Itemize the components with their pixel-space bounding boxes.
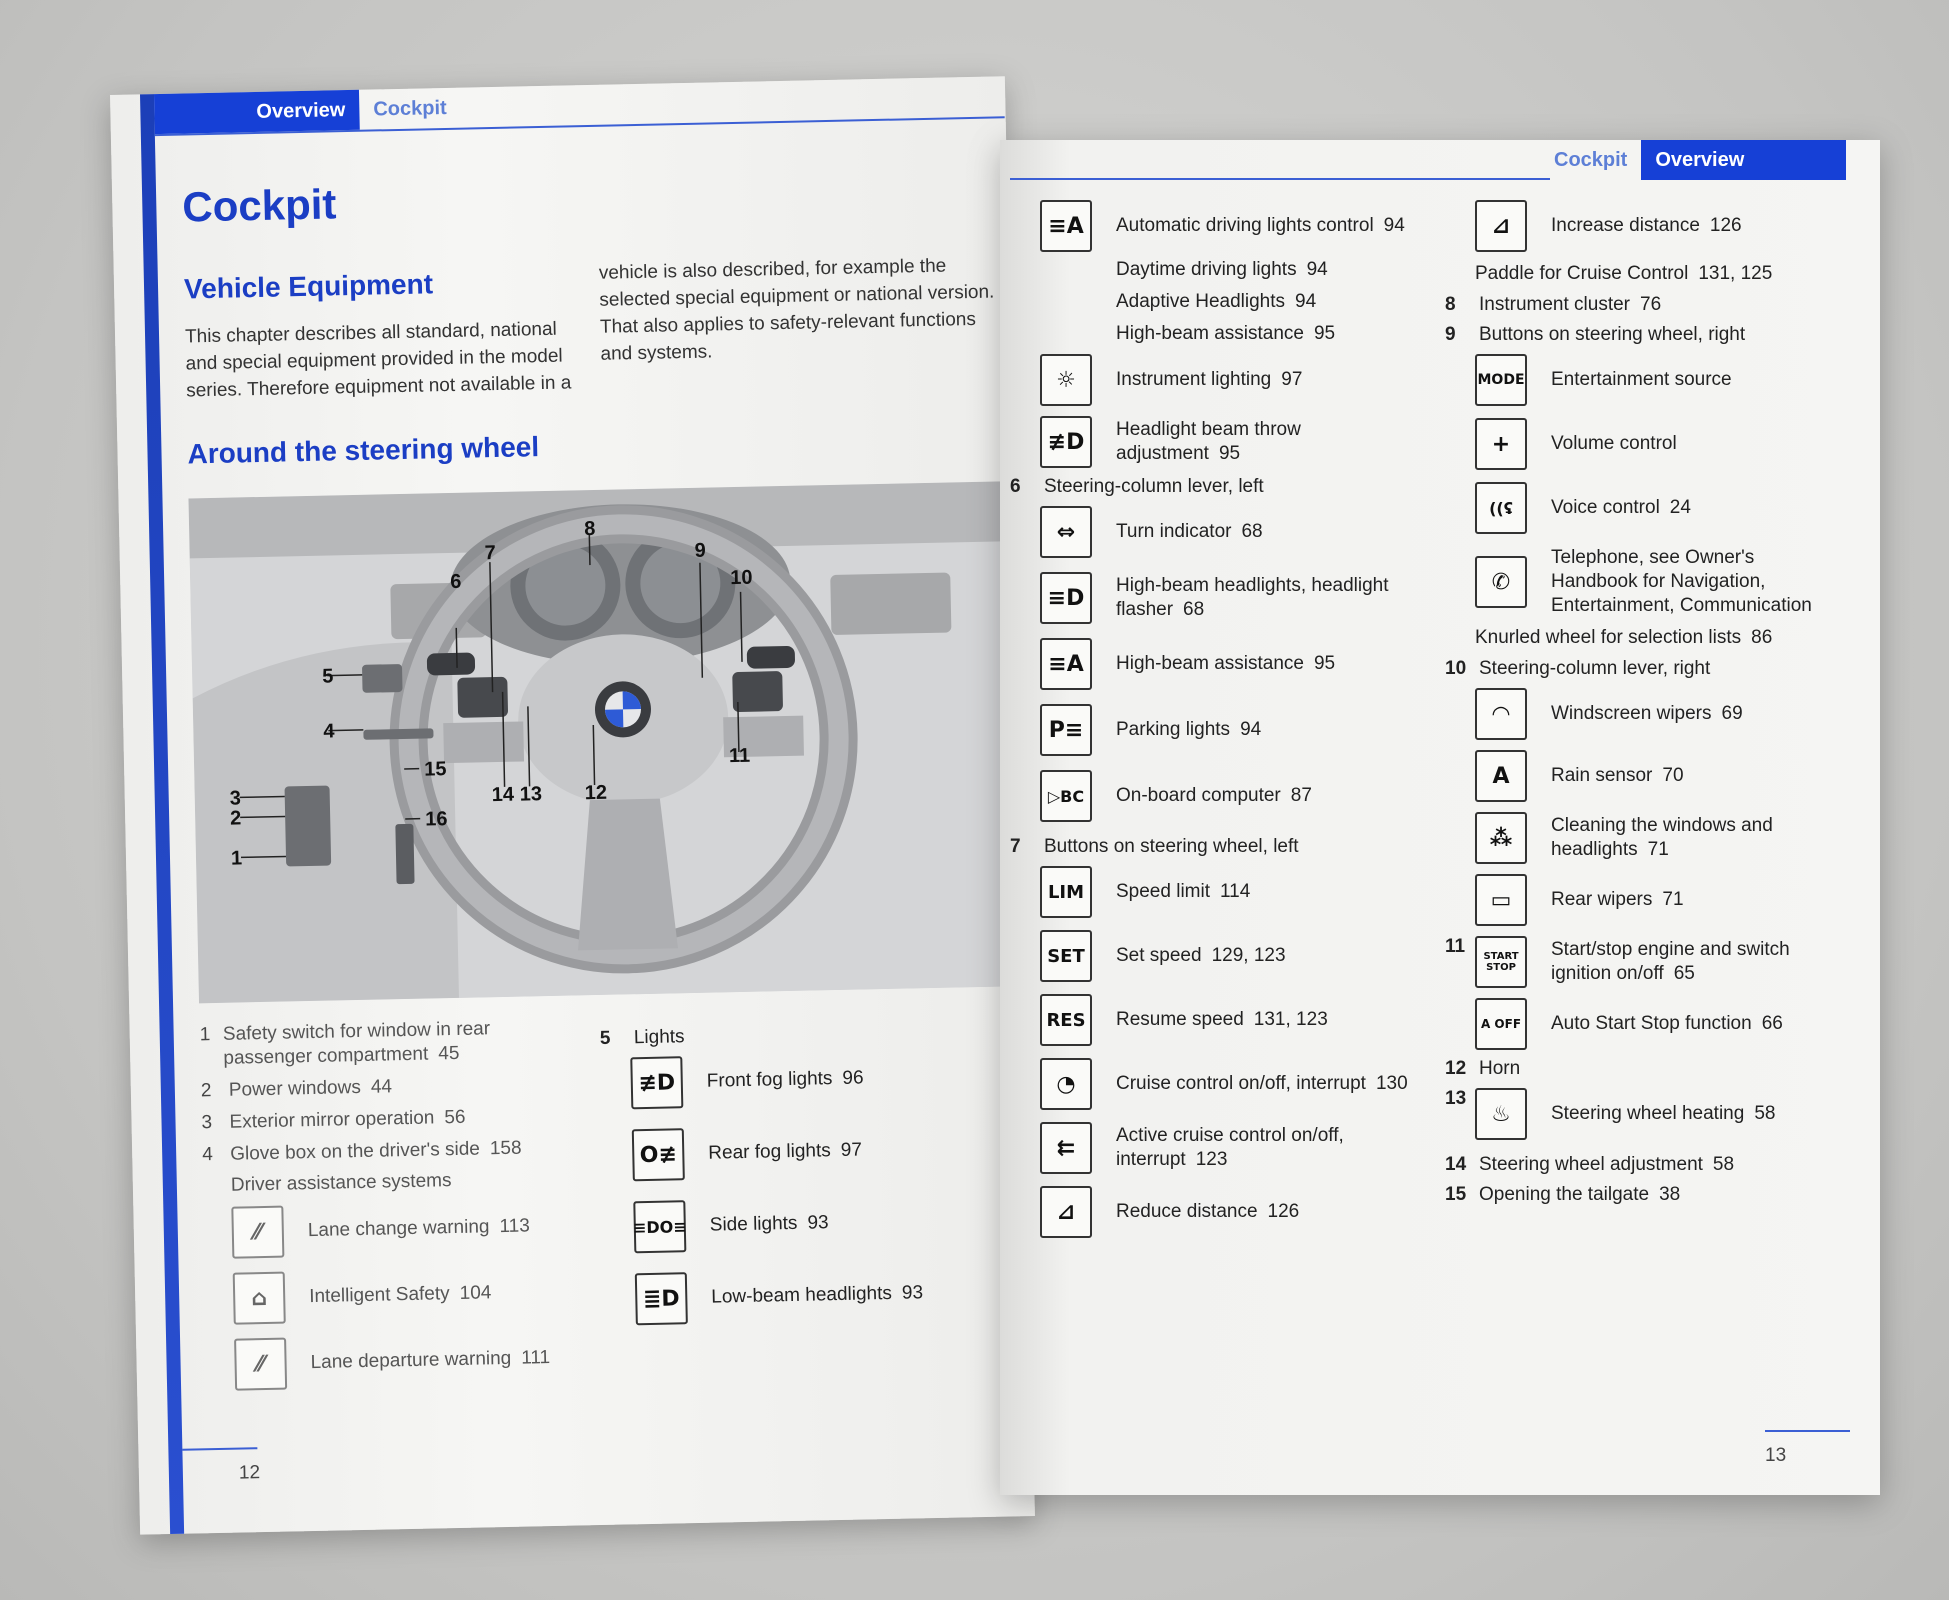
section-label (1479, 1184, 1680, 1206)
callout-14: 14 (491, 783, 515, 807)
item-page: 58 (1712, 1154, 1735, 1175)
item-text: Power windows (228, 1076, 362, 1101)
list-item (1475, 546, 1865, 618)
list-item (1040, 866, 1430, 918)
item-label (229, 1106, 465, 1135)
section-6 (1010, 476, 1430, 498)
item-page: 65 (1673, 963, 1695, 984)
section-6-list (1040, 506, 1430, 822)
list-item (1040, 930, 1430, 982)
item-label (1551, 938, 1831, 986)
item-label (223, 1015, 581, 1070)
rain-sensor-icon: A (1475, 750, 1527, 802)
item-page: 94 (1383, 215, 1405, 236)
list-item (202, 1135, 582, 1167)
turn-indicator-icon: ⇔ (1040, 506, 1092, 558)
item-page: 44 (370, 1076, 393, 1098)
item-text: Side lights (709, 1212, 798, 1236)
item-label (1551, 1102, 1775, 1126)
start-stop-icon: START STOP (1475, 936, 1527, 988)
item-text: Parking lights (1116, 719, 1231, 740)
list-item (1475, 874, 1865, 926)
item-page: 70 (1662, 765, 1684, 786)
item-text: Safety switch for window in rear passenger compartment (222, 1018, 491, 1069)
set-speed-icon: SET (1040, 930, 1092, 982)
section-heading-vehicle-equipment: Vehicle Equipment (183, 268, 434, 305)
item-label (1116, 944, 1286, 968)
item-text: Instrument lighting (1116, 369, 1272, 390)
list-item (1116, 290, 1430, 314)
item-label: Entertainment source (1551, 369, 1732, 390)
list-item (1475, 750, 1865, 802)
item-page: 95 (1313, 653, 1336, 674)
list-item (1040, 1122, 1430, 1174)
section-number: 7 (1010, 836, 1021, 857)
item-page: 58 (1754, 1103, 1776, 1124)
item-page: 97 (840, 1139, 863, 1161)
page-number-rule (182, 1447, 257, 1451)
item-page: 114 (1220, 881, 1251, 902)
reduce-distance-icon: ⊿ (1040, 1186, 1092, 1238)
item-page: 69 (1721, 703, 1743, 724)
item-label (1551, 814, 1831, 862)
list-item (1475, 262, 1865, 286)
item-text: Intelligent Safety (308, 1283, 450, 1308)
list-item (1040, 572, 1430, 624)
header-rule (1010, 178, 1550, 180)
header-tab-overview: Overview (1641, 140, 1846, 180)
lights-section (599, 1013, 923, 1326)
item-label (1116, 784, 1312, 808)
item-label (707, 1066, 864, 1093)
callout-6: 6 (450, 570, 462, 593)
left-page (110, 76, 1035, 1534)
item-text: Windscreen wipers (1551, 703, 1712, 724)
item-page: 123 (1195, 1149, 1228, 1170)
callout-2: 2 (229, 807, 242, 830)
item-label: Telephone, see Owner's Handbook for Navigation, Entertainment, Communication (1551, 547, 1812, 616)
section-label: Buttons on steering wheel, left (1044, 836, 1299, 857)
right-column-2 (1445, 200, 1865, 1214)
item-page: 129, 123 (1211, 945, 1286, 966)
item-page: 111 (521, 1347, 551, 1369)
list-item (1475, 688, 1865, 740)
page-title: Cockpit (181, 180, 337, 231)
section-label: Steering-column lever, right (1479, 658, 1711, 679)
list-item (1040, 1058, 1430, 1110)
intro-paragraph-1: This chapter describes all standard, national and special equipment provided in the model series. Therefore equipment not available in a (184, 318, 572, 402)
page-edge-stripe (140, 94, 184, 1534)
item-text: Front fog lights (706, 1068, 833, 1092)
list-item (1475, 998, 1831, 1050)
item-text: Steering wheel heating (1551, 1103, 1745, 1124)
item-label (1551, 702, 1743, 726)
section-7-list (1040, 866, 1430, 1238)
item-text: Auto Start Stop function (1551, 1013, 1752, 1034)
section-heading-around-wheel: Around the steering wheel (187, 431, 540, 470)
item-label (1551, 496, 1691, 520)
section-number: 14 (1445, 1154, 1467, 1175)
item-page: 87 (1290, 785, 1312, 806)
item-label (309, 1281, 492, 1309)
section-number: 10 (1445, 658, 1467, 679)
item-text: Steering wheel adjustment (1479, 1154, 1703, 1175)
high-beam-icon: ≡D (1040, 572, 1092, 624)
right-page (1000, 140, 1880, 1495)
section-9-list (1475, 354, 1865, 618)
item-label (1116, 574, 1430, 622)
page-number: 13 (1765, 1445, 1787, 1466)
section-number: 8 (1445, 294, 1456, 315)
intro-paragraph-2: vehicle is also described, for example the selected special equipment or national version. That also applies to safety-relevant functions and systems. (598, 255, 995, 365)
item-label (1116, 718, 1261, 742)
section-14 (1445, 1154, 1865, 1176)
item-label (1116, 1200, 1299, 1224)
callout-12: 12 (584, 781, 608, 805)
list-item (635, 1267, 924, 1325)
section-number: 15 (1445, 1184, 1467, 1205)
item-text: Low-beam headlights (711, 1282, 893, 1308)
section-11 (1445, 936, 1865, 1050)
item-page: 96 (842, 1067, 864, 1089)
item-page: 86 (1751, 627, 1773, 648)
intelligent-safety-icon: ⌂ (233, 1272, 286, 1325)
item-text: Cruise control on/off, interrupt (1116, 1073, 1366, 1094)
item-page: 95 (1218, 443, 1241, 464)
lane-change-icon: ⁄⁄ (231, 1206, 284, 1259)
wipers-icon: ◠ (1475, 688, 1527, 740)
right-column-1 (1010, 200, 1430, 1238)
item-label (708, 1138, 862, 1165)
list-item (1040, 354, 1430, 406)
list-item (233, 1265, 586, 1324)
section-label (1479, 294, 1661, 316)
item-page: 130 (1375, 1073, 1408, 1094)
item-label (710, 1211, 829, 1237)
section-label: Steering-column lever, left (1044, 476, 1264, 497)
item-page: 104 (459, 1282, 492, 1304)
list-item (1040, 704, 1430, 756)
callout-16: 16 (425, 808, 448, 831)
callout-11: 11 (728, 744, 751, 768)
section-number: 9 (1445, 324, 1456, 345)
item-page: 71 (1647, 839, 1669, 860)
lights-list (630, 1051, 923, 1325)
list-item (1040, 1186, 1430, 1238)
item-label (1116, 880, 1250, 904)
list-item (1040, 506, 1430, 558)
rear-wipers-icon: ▭ (1475, 874, 1527, 926)
item-text: On-board computer (1116, 785, 1281, 806)
item-text: Knurled wheel for selection lists (1475, 627, 1742, 648)
header-tab-cockpit: Cockpit (1554, 148, 1628, 171)
item-text: Rain sensor (1551, 765, 1653, 786)
list-item (1475, 812, 1865, 864)
right-header (1540, 140, 1846, 180)
item-number: 1 (199, 1024, 211, 1046)
assist-list (231, 1199, 587, 1390)
item-page: 45 (438, 1042, 460, 1065)
item-text: Active cruise control on/off, interrupt (1116, 1125, 1344, 1170)
callout-13: 13 (519, 783, 543, 806)
resume-speed-icon: RES (1040, 994, 1092, 1046)
item-label: Volume control (1551, 433, 1677, 454)
list-item (633, 1195, 922, 1253)
auto-start-stop-icon: A OFF (1475, 998, 1527, 1050)
item-text: Cleaning the windows and headlights (1551, 815, 1773, 860)
increase-distance-icon: ⊿ (1475, 200, 1527, 252)
high-beam-assist-icon: ≡A (1040, 638, 1092, 690)
list-item (1475, 1088, 1775, 1140)
item-text: Automatic driving lights control (1116, 215, 1374, 236)
page-number: 12 (238, 1462, 261, 1484)
telephone-icon: ✆ (1475, 556, 1527, 608)
section-number: 12 (1445, 1058, 1467, 1079)
section-8 (1445, 294, 1865, 316)
item-text: Turn indicator (1116, 521, 1232, 542)
rear-fog-icon: O≢ (632, 1128, 685, 1181)
list-item (201, 1071, 581, 1103)
item-page: 76 (1640, 294, 1662, 315)
list-item (1040, 770, 1430, 822)
item-text: Speed limit (1116, 881, 1210, 902)
item-page: 93 (807, 1212, 829, 1234)
auto-lights-icon: ≡A (1040, 200, 1092, 252)
page-number-rule (1765, 1430, 1850, 1432)
list-item (1475, 626, 1865, 650)
header-tab-overview: Overview (154, 90, 360, 134)
item-label (1116, 1072, 1408, 1096)
lane-departure-icon: ⁄⁄ (234, 1338, 287, 1391)
section-label: Lights (633, 1026, 685, 1049)
item-text: Set speed (1116, 945, 1202, 966)
section-number: 11 (1445, 936, 1466, 957)
driver-assist-heading: Driver assistance systems (230, 1170, 452, 1196)
section-7 (1010, 836, 1430, 858)
item-page: 66 (1761, 1013, 1783, 1034)
section-number: 13 (1445, 1088, 1467, 1109)
list-item (1040, 638, 1430, 690)
item-page: 126 (1267, 1201, 1300, 1222)
callout-8: 8 (583, 517, 596, 541)
callout-9: 9 (694, 539, 707, 562)
item-text: Lane departure warning (310, 1347, 512, 1374)
callout-4: 4 (323, 720, 335, 743)
item-text: Resume speed (1116, 1009, 1244, 1030)
item-page: 38 (1659, 1184, 1681, 1205)
callout-7: 7 (484, 542, 497, 565)
callout-3: 3 (229, 787, 242, 810)
item-text: Daytime driving lights (1116, 259, 1297, 280)
item-label (310, 1346, 550, 1375)
list-item (632, 1123, 921, 1181)
item-page: 94 (1240, 719, 1262, 740)
section-label (1479, 1154, 1734, 1176)
section-9 (1445, 324, 1865, 346)
item-text: Glove box on the driver's side (229, 1138, 481, 1165)
list-item (1475, 200, 1865, 252)
steering-wheel-illustration (188, 481, 1023, 1003)
item-number: 4 (201, 1144, 214, 1166)
callout-10: 10 (730, 566, 753, 590)
section-15 (1445, 1184, 1865, 1206)
section-number: 6 (1010, 476, 1021, 497)
callout-1: 1 (230, 847, 243, 870)
item-page: 131, 125 (1698, 263, 1773, 284)
list-item (201, 1103, 581, 1135)
item-text: Exterior mirror operation (229, 1107, 435, 1133)
section-number: 5 (599, 1027, 611, 1049)
item-text: Rear wipers (1551, 889, 1653, 910)
section-10-list (1475, 688, 1865, 926)
item-page: 94 (1306, 259, 1328, 280)
item-label (1116, 1008, 1328, 1032)
onboard-computer-icon: ▷BC (1040, 770, 1092, 822)
item-number: 2 (200, 1080, 212, 1102)
list-item (231, 1199, 584, 1258)
volume-icon: + (1475, 418, 1527, 470)
speed-limit-icon: LIM (1040, 866, 1092, 918)
item-label (1551, 1012, 1783, 1036)
lights-heading (600, 1021, 918, 1050)
list-item (1116, 258, 1430, 282)
item-page: 97 (1281, 369, 1303, 390)
item-text: Rear fog lights (708, 1140, 832, 1164)
item-label (711, 1281, 923, 1309)
item-page: 24 (1669, 497, 1691, 518)
item-page: 95 (1313, 323, 1336, 344)
item-label (1551, 764, 1684, 788)
cruise-control-icon: ◔ (1040, 1058, 1092, 1110)
list-item (630, 1051, 919, 1109)
item-page: 71 (1662, 889, 1684, 910)
section-12 (1445, 1058, 1865, 1080)
active-cruise-icon: ⇇ (1040, 1122, 1092, 1174)
instrument-lighting-icon: ☼ (1040, 354, 1092, 406)
item-text: Adaptive Headlights (1116, 291, 1285, 312)
front-fog-icon: ≢D (630, 1056, 683, 1109)
item-page: 56 (444, 1106, 466, 1129)
section-label: Buttons on steering wheel, right (1479, 324, 1746, 345)
callout-5: 5 (321, 665, 334, 688)
list-item (1040, 416, 1430, 468)
list-item (1040, 200, 1430, 252)
item-label (1551, 214, 1742, 238)
callout-15: 15 (423, 758, 447, 781)
item-text: Start/stop engine and switch ignition on/off (1551, 939, 1790, 984)
voice-control-icon: ((ʢ (1475, 482, 1527, 534)
item-label (308, 1214, 530, 1243)
item-label (1116, 652, 1335, 676)
list-item (234, 1331, 587, 1390)
mode-icon: MODE (1475, 354, 1527, 406)
list-item (1116, 322, 1430, 346)
item-page: 94 (1295, 291, 1317, 312)
item-text: Headlight beam throw adjustment (1116, 419, 1301, 464)
section-11-list (1475, 936, 1831, 1050)
list-item (1475, 936, 1831, 988)
item-text: Paddle for Cruise Control (1475, 263, 1689, 284)
item-text: Opening the tailgate (1479, 1184, 1650, 1205)
list-item (1475, 482, 1865, 534)
list-item (1475, 418, 1865, 470)
item-page: 158 (489, 1137, 522, 1160)
item-page: 131, 123 (1253, 1009, 1328, 1030)
item-label (1116, 368, 1302, 392)
header-tab-cockpit: Cockpit (373, 96, 447, 120)
item-label (229, 1075, 393, 1102)
list-item (1475, 354, 1865, 406)
item-page: 68 (1183, 599, 1205, 620)
steering-heating-icon: ♨ (1475, 1088, 1527, 1140)
item-text: High-beam headlights, headlight flasher (1116, 575, 1389, 620)
list-item (1040, 994, 1430, 1046)
low-beam-icon: ≣D (635, 1272, 688, 1325)
item-text: Lane change warning (307, 1216, 490, 1242)
item-text: Voice control (1551, 497, 1660, 518)
item-text: Increase distance (1551, 215, 1700, 236)
item-text: Instrument cluster (1479, 294, 1630, 315)
washer-icon: ⁂ (1475, 812, 1527, 864)
item-text: High-beam assistance (1116, 653, 1304, 674)
left-header (154, 88, 461, 134)
item-label (1116, 1124, 1430, 1172)
steering-wheel-drawing (188, 481, 1023, 1003)
item-label (1116, 418, 1430, 466)
item-page: 126 (1709, 215, 1742, 236)
side-lights-icon: ≡DO≡ (633, 1200, 686, 1253)
parking-lights-icon: P≡ (1040, 704, 1092, 756)
headlight-throw-icon: ≢D (1040, 416, 1092, 468)
item-page: 113 (499, 1215, 530, 1238)
section-10 (1445, 658, 1865, 680)
section-13 (1445, 1088, 1865, 1140)
item-label (1551, 888, 1684, 912)
item-page: 68 (1241, 521, 1263, 542)
item-label (1116, 520, 1263, 544)
item-list-1-4 (199, 1015, 587, 1391)
item-label (230, 1137, 522, 1167)
item-number: 3 (201, 1112, 213, 1134)
section-label: Horn (1479, 1058, 1521, 1079)
item-text: High-beam assistance (1116, 323, 1304, 344)
list-item (199, 1015, 580, 1071)
item-label (1116, 214, 1405, 238)
item-text: Reduce distance (1116, 1201, 1258, 1222)
item-page: 93 (901, 1282, 924, 1304)
